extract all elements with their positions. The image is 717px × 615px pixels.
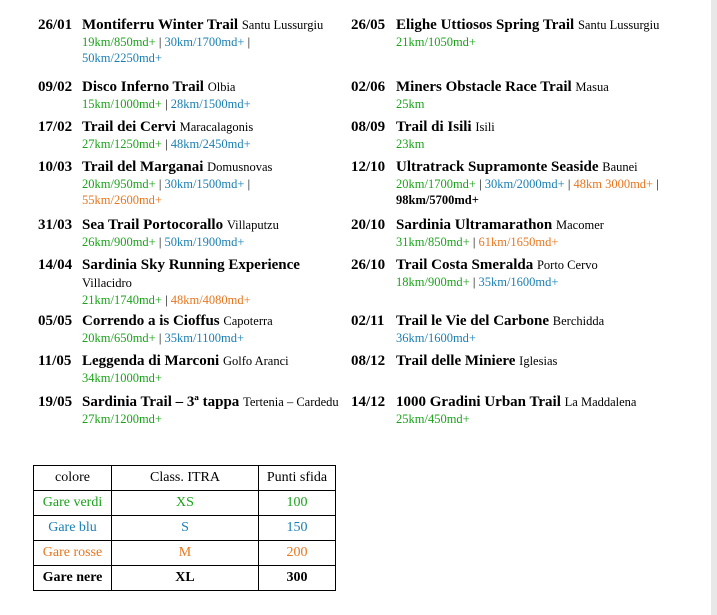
- event-item: 05/05 Correndo a is Cioffus Capoterra 20km/650md+ | 35km/1100md+: [38, 313, 273, 345]
- legend-row-green: [34, 491, 336, 516]
- event-date: 08/09: [351, 119, 386, 135]
- event-date: 26/10: [351, 257, 386, 273]
- distance-orange: 61km/1650md+: [478, 235, 559, 249]
- distance-green: 27km/1200md+: [82, 412, 162, 426]
- distance-green: 25km: [396, 97, 425, 111]
- event-location: Santu Lussurgiu: [241, 18, 324, 32]
- event-date: 05/05: [38, 313, 73, 329]
- distance-green: 34km/1000md+: [82, 371, 162, 385]
- event-date: 26/01: [38, 17, 73, 33]
- event-name: Sardinia Sky Running Experience: [82, 257, 300, 273]
- event-location: Tertenia – Cardedu: [243, 395, 339, 409]
- distance-green: 19km/850md+: [82, 35, 156, 49]
- legend-row-black: [34, 566, 336, 591]
- legend-itra: M: [112, 541, 259, 566]
- distance-green: 20km/650md+: [82, 331, 156, 345]
- distance-green: 21km/1740md+: [82, 293, 162, 307]
- distance-orange: 55km/2600md+: [82, 193, 162, 207]
- legend-punti: 200: [259, 541, 336, 566]
- event-location: Isili: [475, 120, 495, 134]
- event-item: [351, 16, 711, 78]
- event-item: [351, 393, 711, 427]
- event-date: 10/03: [38, 159, 73, 175]
- event-name: Trail di Isili: [396, 119, 472, 135]
- distance-green: 23km: [396, 137, 425, 151]
- event-location: Capoterra: [223, 314, 273, 328]
- event-name: Trail del Marganai: [82, 159, 204, 175]
- distance-green: 20km/950md+: [82, 177, 156, 191]
- event-location: Olbia: [207, 80, 236, 94]
- distance-blue: 48km/2450md+: [170, 137, 251, 151]
- event-name: Leggenda di Marconi: [82, 353, 220, 369]
- event-item: 09/02 Disco Inferno Trail Olbia 15km/1000md+ | 28km/1500md+: [38, 79, 251, 111]
- event-item: 14/04 Sardinia Sky Running Experience Villacidro 21km/1740md+ | 48km/4080md+: [38, 257, 300, 307]
- event-location: Villacidro: [82, 276, 132, 290]
- event-location: Iglesias: [519, 354, 558, 368]
- event-item: 10/03 Trail del Marganai Domusnovas 20km/950md+ | 30km/1500md+ | 55km/2600md+: [38, 159, 273, 207]
- distance-blue: 50km/1900md+: [164, 235, 245, 249]
- event-date: 02/06: [351, 79, 386, 95]
- legend-punti: 100: [259, 491, 336, 516]
- legend-punti: 150: [259, 516, 336, 541]
- distance-green: 26km/900md+: [82, 235, 156, 249]
- event-name: Trail Costa Smeralda: [396, 257, 534, 273]
- event-name: Disco Inferno Trail: [82, 79, 204, 95]
- distance-blue: 30km/1700md+: [164, 35, 245, 49]
- distance-orange: 48km/4080md+: [170, 293, 251, 307]
- distance-blue: 28km/1500md+: [170, 97, 251, 111]
- event-item: [38, 393, 348, 427]
- event-date: 14/12: [351, 394, 386, 410]
- distance-green: 21km/1050md+: [396, 35, 476, 49]
- legend-itra: XS: [112, 491, 259, 516]
- event-date: 14/04: [38, 257, 73, 273]
- distance-blue: 35km/1600md+: [478, 275, 559, 289]
- legend-itra: S: [112, 516, 259, 541]
- page-edge-shadow: [711, 0, 717, 615]
- legend-header: colore: [34, 466, 112, 491]
- event-name: Trail dei Cervi: [82, 119, 176, 135]
- legend-header-row: [34, 466, 336, 491]
- event-item: [38, 352, 348, 393]
- event-date: 12/10: [351, 159, 386, 175]
- legend-header: Punti sfida: [259, 466, 336, 491]
- event-date: 09/02: [38, 79, 73, 95]
- event-date: 26/05: [351, 17, 386, 33]
- distance-green: 27km/1250md+: [82, 137, 162, 151]
- event-location: La Maddalena: [564, 395, 637, 409]
- event-item: 26/01 Montiferru Winter Trail Santu Lussurgiu 19km/850md+ | 30km/1700md+ | 50km/2250md+: [38, 17, 324, 65]
- event-location: Domusnovas: [207, 160, 273, 174]
- event-name: Ultratrack Supramonte Seaside: [396, 159, 599, 175]
- event-date: 31/03: [38, 217, 73, 233]
- legend-row-orange: [34, 541, 336, 566]
- event-location: Golfo Aranci: [222, 354, 289, 368]
- distance-green: 20km/1700md+: [396, 177, 476, 191]
- distance-blue: 36km/1600md+: [396, 331, 476, 345]
- event-location: Villaputzu: [226, 218, 279, 232]
- distance-green: 18km/900md+: [396, 275, 470, 289]
- event-location: Maracalagonis: [179, 120, 254, 134]
- distance-green: 25km/450md+: [396, 412, 470, 426]
- event-item: [351, 78, 711, 118]
- event-item: 31/03 Sea Trail Portocorallo Villaputzu 26km/900md+ | 50km/1900md+: [38, 217, 279, 249]
- event-name: Correndo a is Cioffus: [82, 313, 220, 329]
- distance-blue: 30km/1500md+: [164, 177, 245, 191]
- event-date: 17/02: [38, 119, 73, 135]
- event-name: Elighe Uttiosos Spring Trail: [396, 17, 575, 33]
- right-event-column: [351, 16, 711, 427]
- event-item: 20/10 Sardinia Ultramarathon Macomer 31km/850md+ | 61km/1650md+: [351, 217, 604, 249]
- event-location: Macomer: [556, 218, 604, 232]
- distance-black: 98km/5700md+: [396, 193, 479, 207]
- event-name: Sardinia Ultramarathon: [396, 217, 553, 233]
- legend-colore: Gare verdi: [34, 491, 112, 516]
- event-name: Trail delle Miniere: [396, 353, 516, 369]
- event-item: [351, 352, 711, 393]
- legend-header: Class. ITRA: [112, 466, 259, 491]
- event-date: 08/12: [351, 353, 386, 369]
- event-name: Sardinia Trail – 3ª tappa: [82, 394, 240, 410]
- event-date: 02/11: [351, 313, 385, 329]
- legend-itra: XL: [112, 566, 259, 591]
- distance-green: 31km/850md+: [396, 235, 470, 249]
- event-item: 17/02 Trail dei Cervi Maracalagonis 27km/1250md+ | 48km/2450md+: [38, 119, 254, 151]
- event-item: [351, 312, 711, 352]
- event-date: 20/10: [351, 217, 386, 233]
- legend-punti: 300: [259, 566, 336, 591]
- distance-orange: 48km 3000md+: [573, 177, 654, 191]
- legend-row-blue: [34, 516, 336, 541]
- event-location: Santu Lussurgiu: [577, 18, 660, 32]
- event-item: [351, 118, 711, 158]
- event-location: Berchidda: [552, 314, 605, 328]
- event-name: Miners Obstacle Race Trail: [396, 79, 572, 95]
- event-location: Porto Cervo: [536, 258, 598, 272]
- legend-colore: Gare rosse: [34, 541, 112, 566]
- event-name: Montiferru Winter Trail: [82, 17, 239, 33]
- event-location: Masua: [575, 80, 609, 94]
- event-location: Baunei: [602, 160, 638, 174]
- left-event-column: [38, 16, 348, 427]
- event-name: Trail le Vie del Carbone: [396, 313, 550, 329]
- distance-blue: 30km/2000md+: [484, 177, 565, 191]
- event-item: 26/10 Trail Costa Smeralda Porto Cervo 18km/900md+ | 35km/1600md+: [351, 257, 598, 289]
- event-name: 1000 Gradini Urban Trail: [396, 394, 561, 410]
- legend-colore: Gare nere: [34, 566, 112, 591]
- distance-blue: 35km/1100md+: [164, 331, 244, 345]
- legend-table: [33, 465, 336, 591]
- legend-colore: Gare blu: [34, 516, 112, 541]
- event-date: 11/05: [38, 353, 72, 369]
- event-item: 12/10 Ultratrack Supramonte Seaside Baunei 20km/1700md+ | 30km/2000md+ | 48km 3000md+ | 98km/5700md+: [351, 159, 659, 207]
- distance-green: 15km/1000md+: [82, 97, 162, 111]
- event-date: 19/05: [38, 394, 73, 410]
- event-name: Sea Trail Portocorallo: [82, 217, 224, 233]
- distance-blue: 50km/2250md+: [82, 51, 162, 65]
